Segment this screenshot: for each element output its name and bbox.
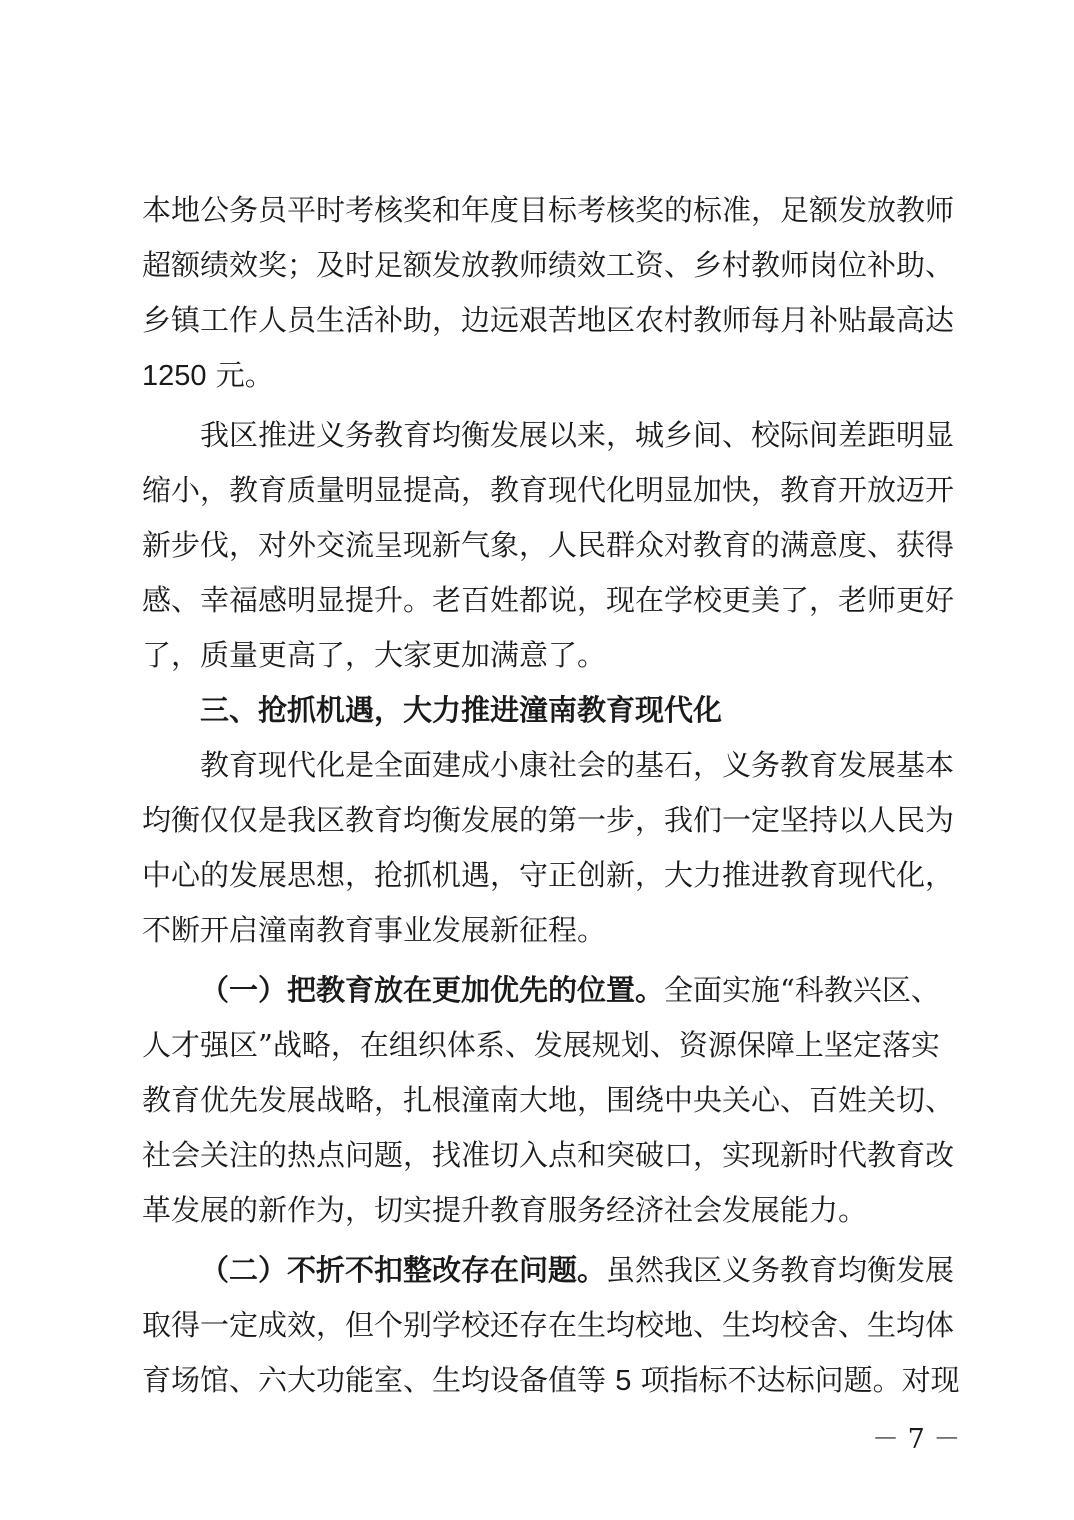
text-line: 不断开启潼南教育事业发展新征程。 <box>142 913 607 947</box>
indicator-count: 5 <box>615 1365 632 1397</box>
text-line: 教育优先发展战略，扎根潼南大地，围绕中央关心、百姓关切、 <box>142 1083 955 1117</box>
text-line: 革发展的新作为，切实提升教育服务经济社会发展能力。 <box>142 1193 868 1227</box>
subsection-lead: （一）把教育放在更加优先的位置。 <box>200 973 665 1007</box>
text-line: 社会关注的热点问题，找准切入点和突破口，实现新时代教育改 <box>142 1138 955 1172</box>
text-line: 本地公务员平时考核奖和年度目标考核奖的标准，足额发放教师 <box>142 193 955 227</box>
text-line: 乡镇工作人员生活补助，边远艰苦地区农村教师每月补贴最高达 <box>142 303 955 337</box>
text-line: 中心的发展思想，抢抓机遇，守正创新，大力推进教育现代化， <box>142 858 955 892</box>
subsection-lead-rest: 虽然我区义务教育均衡发展 <box>606 1253 955 1287</box>
text-line: 新步伐，对外交流呈现新气象，人民群众对教育的满意度、获得 <box>142 528 955 562</box>
text-line <box>142 1355 960 1405</box>
text-line <box>200 1245 955 1295</box>
text-segment: 育场馆、六大功能室、生均设备值等 <box>142 1363 616 1397</box>
amount-number: 1250 <box>142 360 207 392</box>
text-line: 感、幸福感明显提升。老百姓都说，现在学校更美了，老师更好 <box>142 583 955 617</box>
text-line: 教育现代化是全面建成小康社会的基石，义务教育发展基本 <box>200 748 955 782</box>
text-line <box>142 350 937 400</box>
amount-unit: 元。 <box>206 358 274 392</box>
text-line <box>200 965 940 1015</box>
section-heading: 三、抢抓机遇，大力推进潼南教育现代化 <box>200 693 723 727</box>
text-line: 超额绩效奖；及时足额发放教师绩效工资、乡村教师岗位补助、 <box>142 248 955 282</box>
text-line: 缩小，教育质量明显提高，教育现代化明显加快，教育开放迈开 <box>142 473 955 507</box>
text-line: 人才强区”战略，在组织体系、发展规划、资源保障上坚定落实 <box>142 1028 940 1062</box>
subsection-lead: （二）不折不扣整改存在问题。 <box>200 1253 607 1287</box>
text-line: 均衡仅仅是我区教育均衡发展的第一步，我们一定坚持以人民为 <box>142 803 955 837</box>
text-line: 取得一定成效，但个别学校还存在生均校地、生均校舍、生均体 <box>142 1308 955 1342</box>
page-number: － 7 － <box>872 1424 961 1455</box>
subsection-lead-rest: 全面实施“科教兴区、 <box>664 973 940 1007</box>
text-segment: 项指标不达标问题。对现 <box>631 1363 960 1397</box>
text-line: 我区推进义务教育均衡发展以来，城乡间、校际间差距明显 <box>200 418 955 452</box>
text-line: 了，质量更高了，大家更加满意了。 <box>142 638 607 672</box>
